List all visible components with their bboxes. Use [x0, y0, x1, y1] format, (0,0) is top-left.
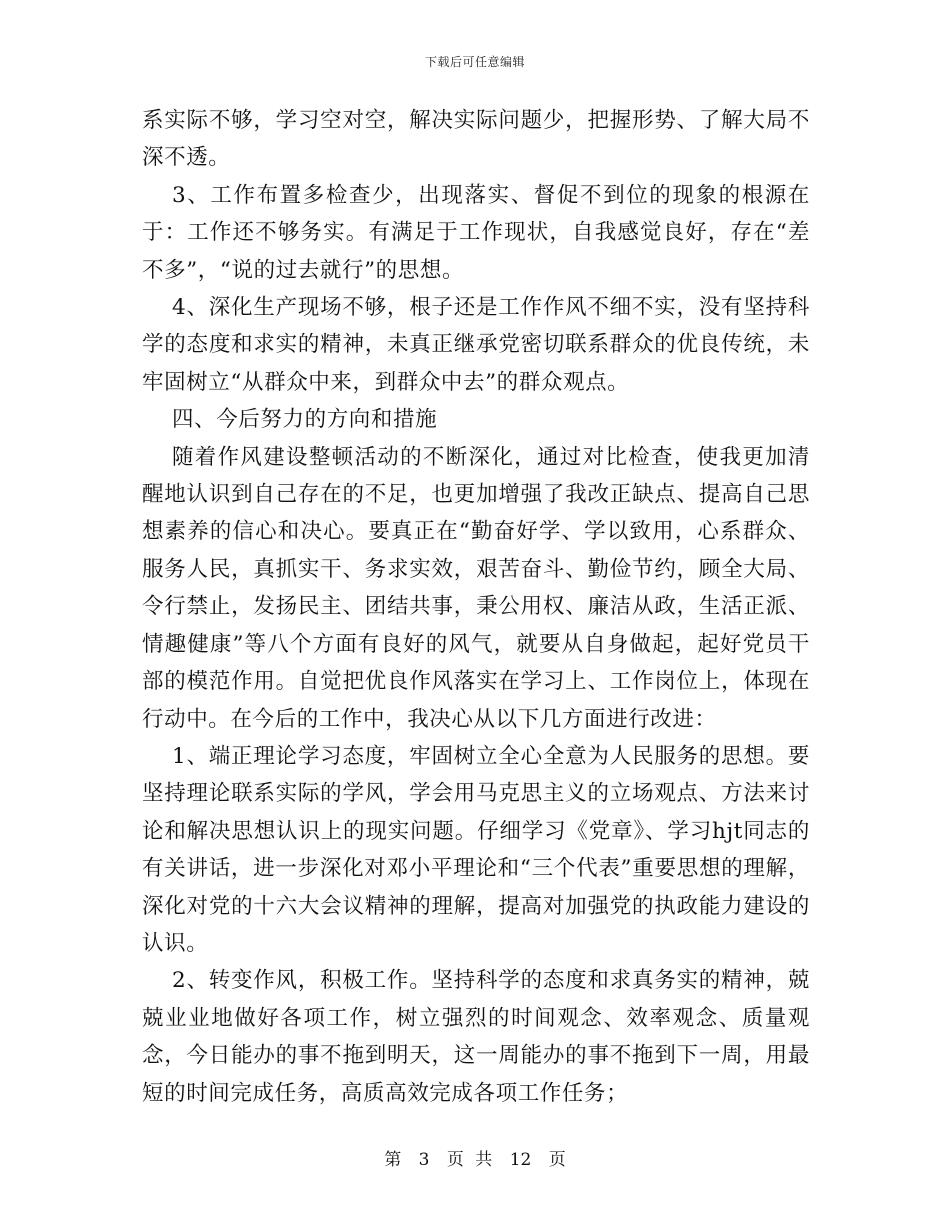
footer-total-pages: 12 [509, 1150, 532, 1170]
footer-suffix: 页 [548, 1150, 566, 1170]
footer-middle: 页 共 [446, 1150, 493, 1170]
footer-current-page: 3 [418, 1150, 430, 1170]
paragraph-item-4: 4、深化生产现场不够，根子还是工作作风不细不实，没有坚持科学的态度和求实的精神，未真正继承党密切联系群众的优良传统，未牢固树立“从群众中来，到群众中去”的群众观点。 [142, 295, 810, 395]
page-header-note: 下载后可任意编辑 [424, 55, 525, 69]
section-heading: 四、今后努力的方向和措施 [172, 407, 438, 433]
paragraph-continuation: 系实际不够，学习空对空，解决实际问题少，把握形势、了解大局不深不透。 [142, 108, 810, 171]
paragraph-measure-2: 2、转变作风，积极工作。坚持科学的态度和求真务实的精神，兢兢业业地做好各项工作，树立强烈的时间观念、效率观念、质量观念，今日能办的事不拖到明天，这一周能办的事不拖到下一周，用最短的时间完成任务，高质高效完成各项工作任务； [142, 968, 810, 1106]
page-footer [0, 1145, 950, 1170]
document-body [142, 102, 810, 1112]
paragraph-measure-1: 1、端正理论学习态度，牢固树立全心全意为人民服务的思想。要坚持理论联系实际的学风，学会用马克思主义的立场观点、方法来讨论和解决思想认识上的现实问题。仔细学习《党章》、学习hjt同志的有关讲话，进一步深化对邓小平理论和“三个代表”重要思想的理解，深化对党的十六大会议精神的理解，提高对加强党的执政能力建设的认识。 [142, 743, 810, 956]
paragraph-intro: 随着作风建设整顿活动的不断深化，通过对比检查，使我更加清醒地认识到自己存在的不足，也更加增强了我改正缺点、提高自己思想素养的信心和决心。要真正在“勤奋好学、学以致用，心系群众、服务人民，真抓实干、务求实效，艰苦奋斗、勤俭节约，顾全大局、令行禁止，发扬民主、团结共事，秉公用权、廉洁从政，生活正派、情趣健康”等八个方面有良好的风气，就要从自身做起，起好党员干部的模范作用。自觉把优良作风落实在学习上、工作岗位上，体现在行动中。在今后的工作中，我决心从以下几方面进行改进： [142, 444, 810, 732]
paragraph-item-3: 3、工作布置多检查少，出现落实、督促不到位的现象的根源在于：工作还不够务实。有满足于工作现状，自我感觉良好，存在“差不多”，“说的过去就行”的思想。 [142, 182, 810, 283]
footer-prefix: 第 [384, 1150, 402, 1170]
